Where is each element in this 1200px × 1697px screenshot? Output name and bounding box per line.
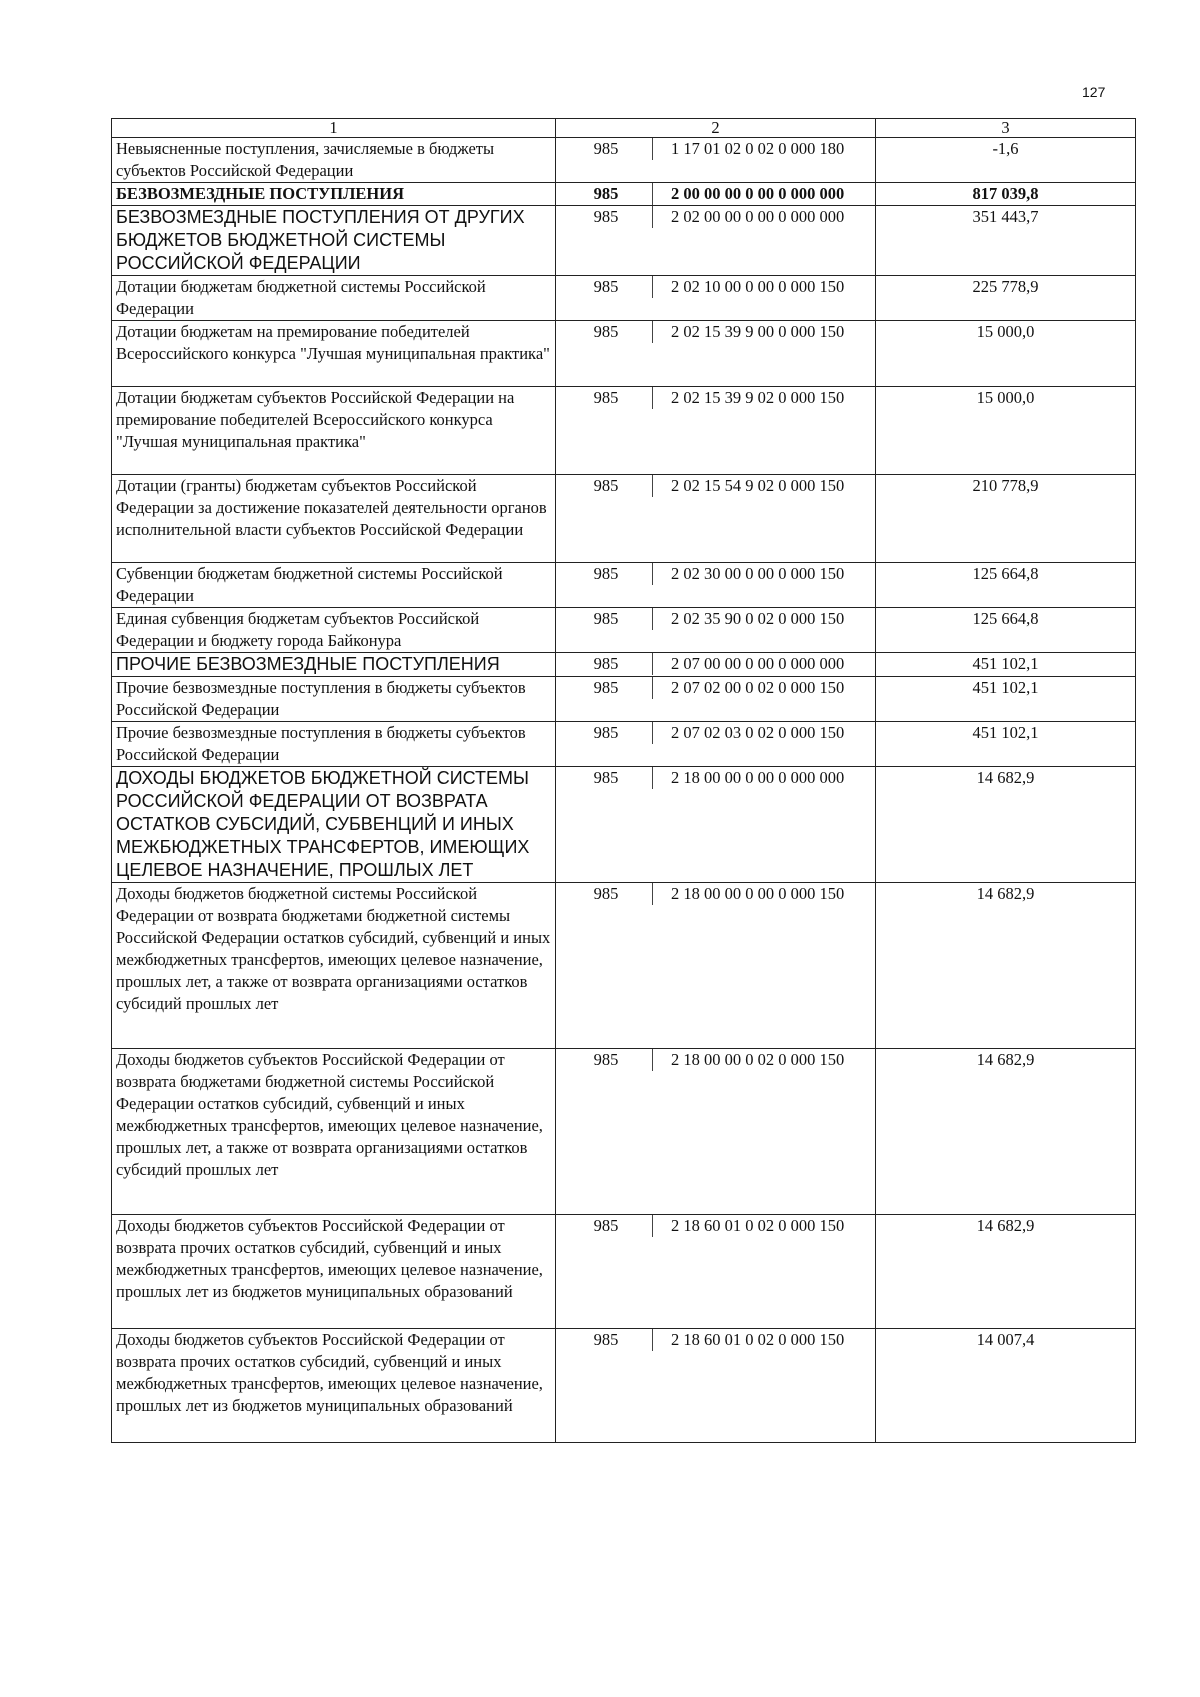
amount: 451 102,1 [876, 653, 1136, 677]
page-number: 127 [1082, 84, 1106, 100]
budget-code: 2 02 00 00 0 00 0 000 000 [671, 207, 845, 226]
row-name: Прочие безвозмездные поступления в бюджеты субъектов Российской Федерации [112, 722, 556, 767]
amount: -1,6 [876, 138, 1136, 183]
table-row [112, 1329, 1136, 1443]
amount: 14 682,9 [876, 1215, 1136, 1329]
table-row [112, 1215, 1136, 1329]
budget-code: 2 02 35 90 0 02 0 000 150 [671, 609, 845, 628]
budget-code: 2 02 15 54 9 02 0 000 150 [671, 476, 845, 495]
table-row [112, 475, 1136, 563]
admin-code: 985 [560, 183, 653, 205]
row-name: Единая субвенция бюджетам субъектов Российской Федерации и бюджету города Байконура [112, 608, 556, 653]
admin-code: 985 [560, 276, 653, 298]
table-row [112, 563, 1136, 608]
row-name: Дотации (гранты) бюджетам субъектов Российской Федерации за достижение показателей деятельности органов исполнительной власти субъектов Российской Федерации [112, 475, 556, 563]
amount: 225 778,9 [876, 276, 1136, 321]
amount: 210 778,9 [876, 475, 1136, 563]
table-row [112, 1049, 1136, 1215]
budget-code: 2 18 00 00 0 00 0 000 150 [671, 884, 845, 903]
amount: 351 443,7 [876, 206, 1136, 276]
admin-code: 985 [560, 653, 653, 675]
admin-code: 985 [560, 475, 653, 497]
table-row [112, 183, 1136, 206]
row-name: Доходы бюджетов бюджетной системы Российской Федерации от возврата бюджетами бюджетной системы Российской Федерации остатков субсидий, субвенций и иных межбюджетных трансфертов, имеющих целевое назначение, прошлых лет, а также от возврата организациями остатков субсидий прошлых лет [112, 883, 556, 1049]
budget-code: 2 02 15 39 9 02 0 000 150 [671, 388, 845, 407]
row-name: Доходы бюджетов субъектов Российской Федерации от возврата прочих остатков субсидий, субвенций и иных межбюджетных трансфертов, имеющих целевое назначение, прошлых лет из бюджетов муниципальных образований [112, 1215, 556, 1329]
row-name: Субвенции бюджетам бюджетной системы Российской Федерации [112, 563, 556, 608]
amount: 817 039,8 [876, 183, 1136, 206]
row-name: Доходы бюджетов субъектов Российской Федерации от возврата бюджетами бюджетной системы Российской Федерации остатков субсидий, субвенций и иных межбюджетных трансфертов, имеющих целевое назначение, прошлых лет, а также от возврата организациями остатков субсидий прошлых лет [112, 1049, 556, 1215]
table-row [112, 387, 1136, 475]
amount: 15 000,0 [876, 321, 1136, 387]
admin-code: 985 [560, 321, 653, 343]
table-row [112, 608, 1136, 653]
row-name: Невыясненные поступления, зачисляемые в бюджеты субъектов Российской Федерации [112, 138, 556, 183]
amount: 125 664,8 [876, 563, 1136, 608]
admin-code: 985 [560, 1049, 653, 1071]
row-name: ПРОЧИЕ БЕЗВОЗМЕЗДНЫЕ ПОСТУПЛЕНИЯ [112, 653, 556, 677]
amount: 451 102,1 [876, 677, 1136, 722]
row-name: Дотации бюджетам субъектов Российской Федерации на премирование победителей Всероссийского конкурса "Лучшая муниципальная практика" [112, 387, 556, 475]
budget-code: 2 18 00 00 0 00 0 000 000 [671, 768, 845, 787]
revenue-table [111, 118, 1136, 1443]
amount: 451 102,1 [876, 722, 1136, 767]
budget-code: 1 17 01 02 0 02 0 000 180 [671, 139, 845, 158]
header-col-1: 1 [112, 119, 556, 138]
row-name: Прочие безвозмездные поступления в бюджеты субъектов Российской Федерации [112, 677, 556, 722]
amount: 125 664,8 [876, 608, 1136, 653]
admin-code: 985 [560, 563, 653, 585]
header-col-3: 3 [876, 119, 1136, 138]
header-col-2: 2 [556, 119, 876, 138]
table-header-row [112, 119, 1136, 138]
table-row [112, 677, 1136, 722]
row-name: ДОХОДЫ БЮДЖЕТОВ БЮДЖЕТНОЙ СИСТЕМЫ РОССИЙСКОЙ ФЕДЕРАЦИИ ОТ ВОЗВРАТА ОСТАТКОВ СУБСИДИЙ, СУБВЕНЦИЙ И ИНЫХ МЕЖБЮДЖЕТНЫХ ТРАНСФЕРТОВ, ИМЕЮЩИХ ЦЕЛЕВОЕ НАЗНАЧЕНИЕ, ПРОШЛЫХ ЛЕТ [112, 767, 556, 883]
amount: 14 682,9 [876, 1049, 1136, 1215]
budget-code: 2 02 15 39 9 00 0 000 150 [671, 322, 845, 341]
admin-code: 985 [560, 138, 653, 160]
budget-code: 2 18 00 00 0 02 0 000 150 [671, 1050, 845, 1069]
budget-code: 2 18 60 01 0 02 0 000 150 [671, 1330, 845, 1349]
table-row [112, 883, 1136, 1049]
table-row [112, 653, 1136, 677]
amount: 14 682,9 [876, 883, 1136, 1049]
amount: 15 000,0 [876, 387, 1136, 475]
budget-code: 2 00 00 00 0 00 0 000 000 [671, 184, 845, 203]
row-name: Дотации бюджетам на премирование победителей Всероссийского конкурса "Лучшая муниципальная практика" [112, 321, 556, 387]
row-name: БЕЗВОЗМЕЗДНЫЕ ПОСТУПЛЕНИЯ ОТ ДРУГИХ БЮДЖЕТОВ БЮДЖЕТНОЙ СИСТЕМЫ РОССИЙСКОЙ ФЕДЕРАЦИИ [112, 206, 556, 276]
admin-code: 985 [560, 387, 653, 409]
row-name: БЕЗВОЗМЕЗДНЫЕ ПОСТУПЛЕНИЯ [112, 183, 556, 206]
amount: 14 007,4 [876, 1329, 1136, 1443]
admin-code: 985 [560, 722, 653, 744]
table-row [112, 206, 1136, 276]
table-row [112, 276, 1136, 321]
admin-code: 985 [560, 767, 653, 789]
admin-code: 985 [560, 883, 653, 905]
budget-code: 2 07 00 00 0 00 0 000 000 [671, 654, 845, 673]
admin-code: 985 [560, 1329, 653, 1351]
budget-code: 2 02 10 00 0 00 0 000 150 [671, 277, 845, 296]
budget-code: 2 02 30 00 0 00 0 000 150 [671, 564, 845, 583]
admin-code: 985 [560, 608, 653, 630]
admin-code: 985 [560, 206, 653, 228]
amount: 14 682,9 [876, 767, 1136, 883]
admin-code: 985 [560, 677, 653, 699]
budget-code: 2 18 60 01 0 02 0 000 150 [671, 1216, 845, 1235]
table-row [112, 321, 1136, 387]
table-row [112, 767, 1136, 883]
table-row [112, 138, 1136, 183]
admin-code: 985 [560, 1215, 653, 1237]
budget-code: 2 07 02 03 0 02 0 000 150 [671, 723, 845, 742]
row-name: Доходы бюджетов субъектов Российской Федерации от возврата прочих остатков субсидий, субвенций и иных межбюджетных трансфертов, имеющих целевое назначение, прошлых лет из бюджетов муниципальных образований [112, 1329, 556, 1443]
table-row [112, 722, 1136, 767]
budget-code: 2 07 02 00 0 02 0 000 150 [671, 678, 845, 697]
row-name: Дотации бюджетам бюджетной системы Российской Федерации [112, 276, 556, 321]
